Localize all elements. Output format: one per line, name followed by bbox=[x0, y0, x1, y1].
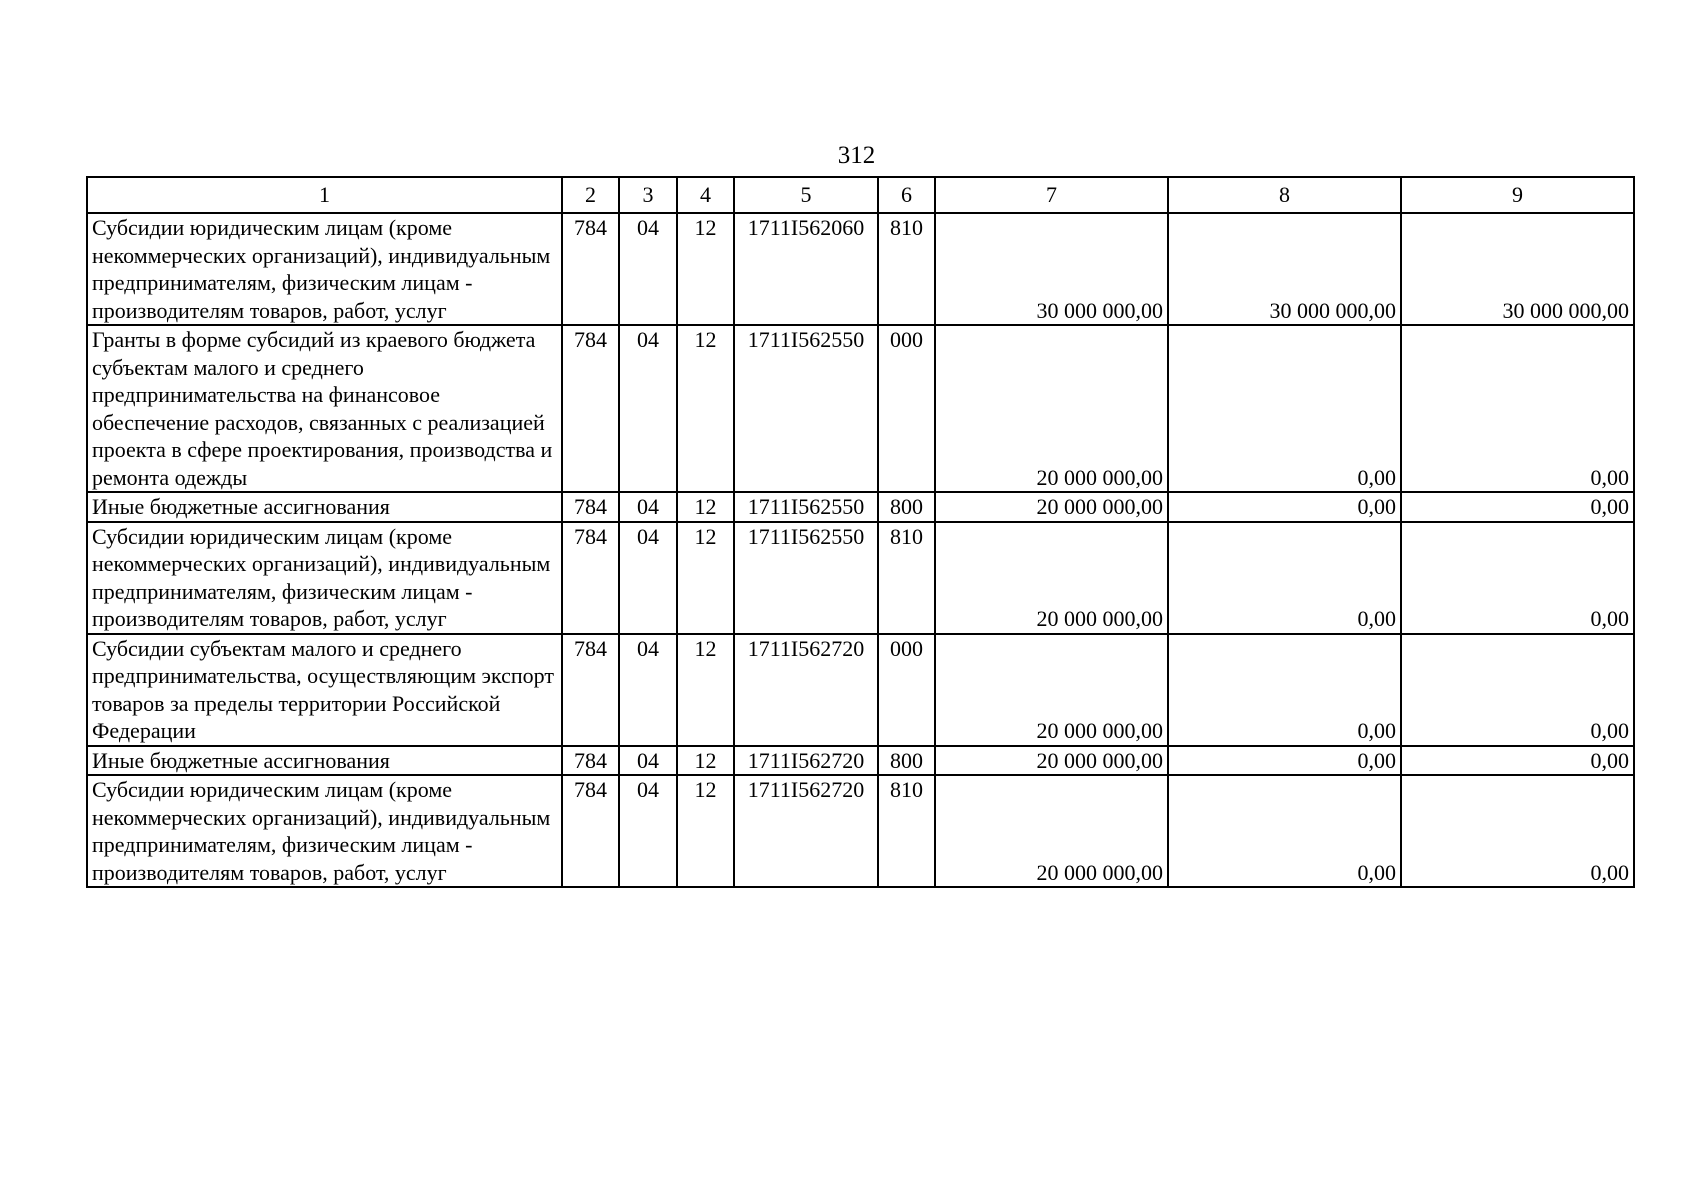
cell-sum-col9: 0,00 bbox=[1401, 746, 1634, 776]
column-header: 5 bbox=[734, 177, 878, 213]
column-header: 7 bbox=[935, 177, 1168, 213]
cell-expense-type: 810 bbox=[878, 522, 935, 634]
cell-section: 04 bbox=[619, 492, 677, 522]
row-name: Иные бюджетные ассигнования bbox=[87, 492, 562, 522]
cell-sum-col7: 20 000 000,00 bbox=[935, 746, 1168, 776]
column-header: 2 bbox=[562, 177, 619, 213]
cell-expense-type: 800 bbox=[878, 492, 935, 522]
cell-subsection: 12 bbox=[677, 634, 734, 746]
column-header: 6 bbox=[878, 177, 935, 213]
cell-expense-type: 800 bbox=[878, 746, 935, 776]
table-row bbox=[87, 213, 1634, 325]
cell-section: 04 bbox=[619, 746, 677, 776]
cell-target-article: 1711I562550 bbox=[734, 492, 878, 522]
row-name: Субсидии юридическим лицам (кроме некоммерческих организаций), индивидуальным предпринимателям, физическим лицам - производителям товаров, работ, услуг bbox=[87, 775, 562, 887]
table-row bbox=[87, 492, 1634, 522]
cell-target-article: 1711I562550 bbox=[734, 325, 878, 492]
page-number: 312 bbox=[837, 142, 876, 169]
column-header: 1 bbox=[87, 177, 562, 213]
table-header-row bbox=[87, 177, 1634, 213]
table-row bbox=[87, 746, 1634, 776]
cell-sum-col8: 0,00 bbox=[1168, 746, 1401, 776]
cell-sum-col9: 0,00 bbox=[1401, 492, 1634, 522]
row-name: Субсидии юридическим лицам (кроме некоммерческих организаций), индивидуальным предпринимателям, физическим лицам - производителям товаров, работ, услуг bbox=[87, 213, 562, 325]
cell-expense-type: 000 bbox=[878, 634, 935, 746]
cell-code: 784 bbox=[562, 325, 619, 492]
cell-sum-col7: 20 000 000,00 bbox=[935, 522, 1168, 634]
cell-code: 784 bbox=[562, 775, 619, 887]
table-row bbox=[87, 775, 1634, 887]
cell-sum-col8: 0,00 bbox=[1168, 522, 1401, 634]
cell-subsection: 12 bbox=[677, 492, 734, 522]
cell-target-article: 1711I562550 bbox=[734, 522, 878, 634]
cell-code: 784 bbox=[562, 492, 619, 522]
cell-section: 04 bbox=[619, 634, 677, 746]
cell-subsection: 12 bbox=[677, 325, 734, 492]
column-header: 3 bbox=[619, 177, 677, 213]
cell-sum-col8: 0,00 bbox=[1168, 634, 1401, 746]
cell-target-article: 1711I562060 bbox=[734, 213, 878, 325]
cell-sum-col9: 0,00 bbox=[1401, 325, 1634, 492]
cell-sum-col8: 30 000 000,00 bbox=[1168, 213, 1401, 325]
table-row bbox=[87, 522, 1634, 634]
row-name: Субсидии юридическим лицам (кроме некоммерческих организаций), индивидуальным предпринимателям, физическим лицам - производителям товаров, работ, услуг bbox=[87, 522, 562, 634]
cell-sum-col7: 30 000 000,00 bbox=[935, 213, 1168, 325]
cell-sum-col7: 20 000 000,00 bbox=[935, 634, 1168, 746]
row-name: Гранты в форме субсидий из краевого бюджета субъектам малого и среднего предпринимательства на финансовое обеспечение расходов, связанных с реализацией проекта в сфере проектирования, производства и ремонта одежды bbox=[87, 325, 562, 492]
cell-subsection: 12 bbox=[677, 746, 734, 776]
cell-expense-type: 810 bbox=[878, 213, 935, 325]
row-name: Иные бюджетные ассигнования bbox=[87, 746, 562, 776]
cell-subsection: 12 bbox=[677, 213, 734, 325]
table-row bbox=[87, 634, 1634, 746]
cell-sum-col7: 20 000 000,00 bbox=[935, 775, 1168, 887]
cell-subsection: 12 bbox=[677, 522, 734, 634]
budget-table bbox=[86, 176, 1635, 888]
column-header: 9 bbox=[1401, 177, 1634, 213]
cell-code: 784 bbox=[562, 522, 619, 634]
cell-expense-type: 000 bbox=[878, 325, 935, 492]
row-name: Субсидии субъектам малого и среднего предпринимательства, осуществляющим экспорт товаров за пределы территории Российской Федерации bbox=[87, 634, 562, 746]
cell-code: 784 bbox=[562, 213, 619, 325]
cell-section: 04 bbox=[619, 522, 677, 634]
cell-section: 04 bbox=[619, 775, 677, 887]
cell-sum-col9: 0,00 bbox=[1401, 522, 1634, 634]
cell-code: 784 bbox=[562, 746, 619, 776]
cell-section: 04 bbox=[619, 325, 677, 492]
cell-subsection: 12 bbox=[677, 775, 734, 887]
cell-target-article: 1711I562720 bbox=[734, 746, 878, 776]
cell-target-article: 1711I562720 bbox=[734, 775, 878, 887]
cell-code: 784 bbox=[562, 634, 619, 746]
cell-sum-col9: 0,00 bbox=[1401, 775, 1634, 887]
cell-sum-col9: 0,00 bbox=[1401, 634, 1634, 746]
cell-sum-col9: 30 000 000,00 bbox=[1401, 213, 1634, 325]
cell-sum-col8: 0,00 bbox=[1168, 325, 1401, 492]
table-row bbox=[87, 325, 1634, 492]
cell-sum-col7: 20 000 000,00 bbox=[935, 325, 1168, 492]
column-header: 8 bbox=[1168, 177, 1401, 213]
cell-sum-col8: 0,00 bbox=[1168, 775, 1401, 887]
cell-sum-col8: 0,00 bbox=[1168, 492, 1401, 522]
cell-expense-type: 810 bbox=[878, 775, 935, 887]
cell-section: 04 bbox=[619, 213, 677, 325]
cell-sum-col7: 20 000 000,00 bbox=[935, 492, 1168, 522]
cell-target-article: 1711I562720 bbox=[734, 634, 878, 746]
column-header: 4 bbox=[677, 177, 734, 213]
